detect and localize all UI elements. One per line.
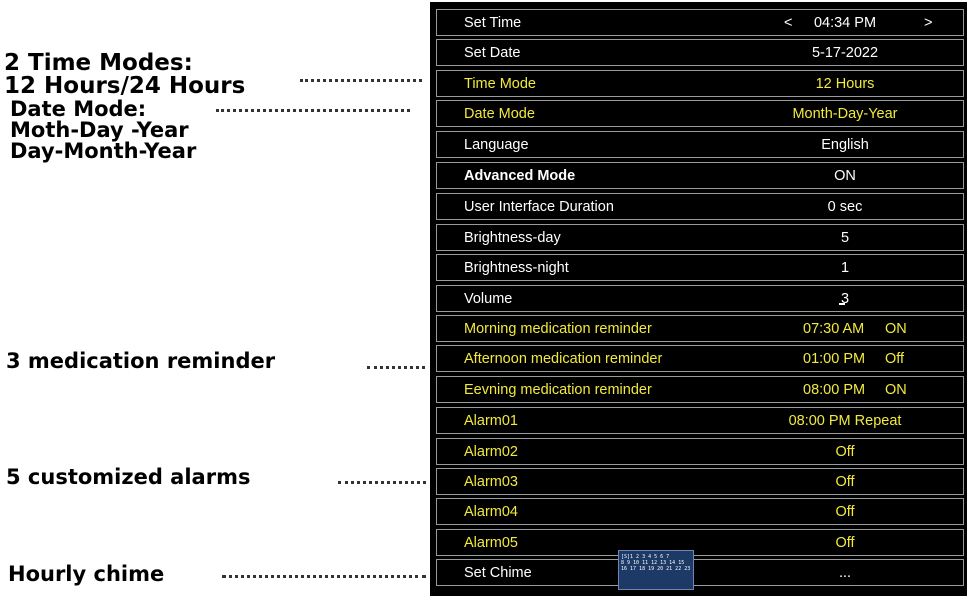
ui-duration-label: User Interface Duration (464, 198, 614, 215)
advanced-mode-label: Advanced Mode (464, 167, 576, 184)
alarm05-value: Off (835, 534, 855, 551)
set-date-label: Set Date (464, 44, 521, 61)
set-time-value: 04:34 PM (813, 14, 877, 31)
leader-line-time-modes (300, 79, 422, 82)
alarm03-label: Alarm03 (464, 473, 518, 490)
alarm01-row[interactable] (436, 407, 964, 434)
date-mode-value: Month-Day-Year (792, 105, 898, 122)
alarm02-label: Alarm02 (464, 443, 518, 460)
date-mode-label: Date Mode (464, 105, 535, 122)
afternoon-medication-state: Off (885, 350, 905, 367)
callout-date-mode-option-1: Moth-Day -Year (10, 118, 189, 142)
brightness-night-label: Brightness-night (464, 259, 569, 276)
afternoon-medication-row[interactable] (436, 345, 964, 372)
time-next-arrow[interactable]: > (924, 14, 933, 31)
morning-medication-state: ON (885, 320, 907, 337)
set-chime-row[interactable] (436, 559, 964, 586)
alarm04-row[interactable] (436, 498, 964, 525)
settings-panel (430, 2, 967, 596)
evening-medication-time: 08:00 PM (803, 381, 866, 398)
language-row[interactable] (436, 131, 964, 158)
set-chime-value: ... (838, 564, 852, 581)
callout-date-mode-title: Date Mode: (10, 97, 147, 121)
callout-medication: 3 medication reminder (6, 349, 276, 373)
morning-medication-label: Morning medication reminder (464, 320, 652, 337)
set-time-label: Set Time (464, 14, 522, 31)
alarm04-label: Alarm04 (464, 503, 518, 520)
brightness-night-value: 1 (840, 259, 850, 276)
volume-row[interactable] (436, 285, 964, 312)
alarm01-value: 08:00 PM Repeat (788, 412, 902, 429)
volume-value: 3 (840, 290, 850, 307)
time-prev-arrow[interactable]: < (784, 14, 793, 31)
leader-line-chime (222, 575, 426, 578)
alarm05-row[interactable] (436, 529, 964, 556)
evening-medication-label: Eevning medication reminder (464, 381, 652, 398)
ui-duration-value: 0 sec (827, 198, 863, 215)
callout-date-mode (10, 99, 196, 162)
language-value: English (821, 136, 869, 153)
alarm01-label: Alarm01 (464, 412, 518, 429)
callout-time-modes-title: 2 Time Modes: (4, 50, 193, 76)
evening-medication-state: ON (885, 381, 907, 398)
morning-medication-time: 07:30 AM (803, 320, 865, 337)
set-date-value: 5-17-2022 (811, 44, 879, 61)
brightness-day-row[interactable] (436, 224, 964, 251)
leader-line-alarms (338, 481, 426, 484)
afternoon-medication-time: 01:00 PM (803, 350, 866, 367)
language-label: Language (464, 136, 529, 153)
morning-medication-row[interactable] (436, 315, 964, 342)
alarm03-value: Off (835, 473, 855, 490)
callout-date-mode-option-2: Day-Month-Year (10, 139, 197, 163)
evening-medication-row[interactable] (436, 376, 964, 403)
brightness-day-label: Brightness-day (464, 229, 561, 246)
time-mode-row[interactable] (436, 70, 964, 97)
date-mode-row[interactable] (436, 100, 964, 127)
chime-calendar-line: [S]1 2 3 4 5 6 7 (621, 554, 670, 560)
volume-label: Volume (464, 290, 513, 307)
callout-time-modes-detail: 12 Hours/24 Hours (4, 73, 246, 99)
leader-line-date-mode (216, 109, 410, 112)
callout-chime: Hourly chime (8, 562, 165, 586)
set-date-row[interactable] (436, 39, 964, 66)
alarm02-row[interactable] (436, 438, 964, 465)
callout-time-modes (4, 52, 245, 98)
leader-line-medication (367, 366, 425, 369)
chime-calendar-popup[interactable] (618, 550, 694, 590)
chime-calendar-line: 16 17 18 19 20 21 22 23 (621, 566, 691, 572)
time-mode-value: 12 Hours (815, 75, 875, 92)
alarm04-value: Off (835, 503, 855, 520)
alarm03-row[interactable] (436, 468, 964, 495)
advanced-mode-value: ON (834, 167, 856, 184)
ui-duration-row[interactable] (436, 193, 964, 220)
brightness-day-value: 5 (840, 229, 850, 246)
advanced-mode-row[interactable] (436, 162, 964, 189)
alarm02-value: Off (835, 443, 855, 460)
alarm05-label: Alarm05 (464, 534, 518, 551)
set-chime-label: Set Chime (464, 564, 532, 581)
callout-alarms: 5 customized alarms (6, 465, 251, 489)
afternoon-medication-label: Afternoon medication reminder (464, 350, 663, 367)
chime-calendar-line: 8 9 10 11 12 13 14 15 (621, 560, 685, 566)
set-time-row[interactable] (436, 9, 964, 36)
time-mode-label: Time Mode (464, 75, 536, 92)
brightness-night-row[interactable] (436, 254, 964, 281)
